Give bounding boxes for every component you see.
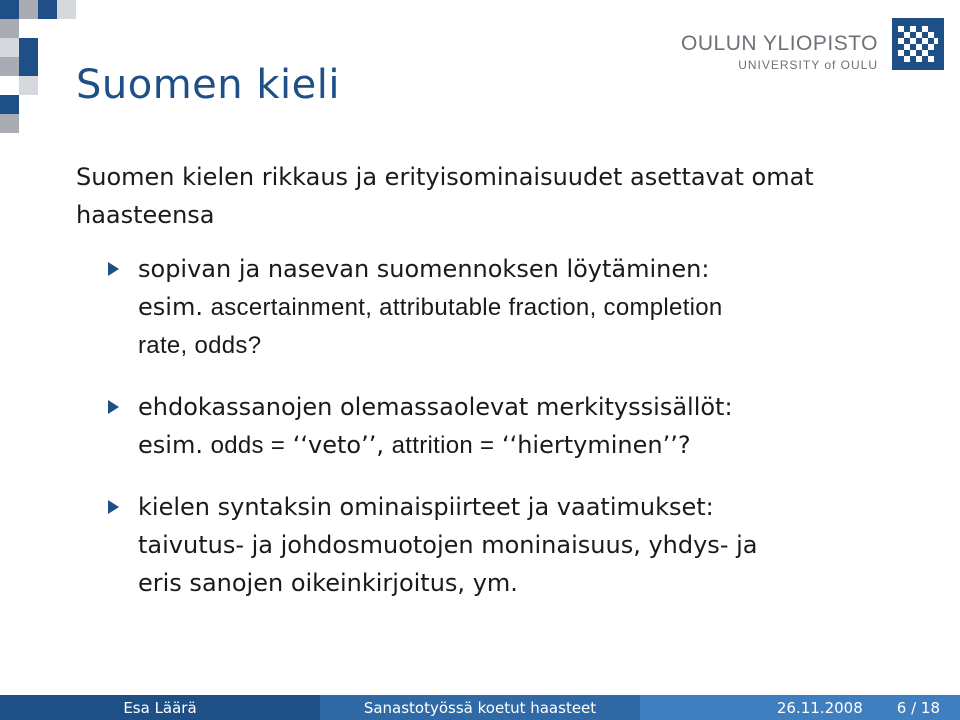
footer-author: Esa Läärä xyxy=(0,695,320,720)
university-logo-icon xyxy=(892,18,944,70)
logo-sub-text: UNIVERSITY of OULU xyxy=(738,58,878,72)
intro-text xyxy=(76,158,876,234)
example-prefix: esim. xyxy=(138,293,203,321)
intro-line-1: Suomen kielen rikkaus ja erityisominaisuudet asettavat omat xyxy=(76,163,814,191)
example-prefix: esim. xyxy=(138,431,203,459)
bullet-item-3 xyxy=(108,488,848,602)
footer-date: 26.11.2008 xyxy=(776,698,863,717)
english-terms: ascertainment, attributable fraction, completion xyxy=(210,294,723,321)
page-number: 6 / 18 xyxy=(896,698,940,717)
bullet-triangle-icon xyxy=(108,500,119,514)
slide-title: Suomen kieli xyxy=(76,62,340,108)
bullet-1-line-3: rate, odds? xyxy=(138,332,262,359)
bullet-2-line-1: ehdokassanojen olemassaolevat merkityssisällöt: xyxy=(138,393,733,421)
footer-right xyxy=(640,695,960,720)
bullet-item-2 xyxy=(108,388,848,465)
term-hiertyminen: ‘‘hiertyminen’’? xyxy=(501,431,691,459)
bullet-1-line-1: sopivan ja nasevan suomennoksen löytäminen: xyxy=(138,255,710,283)
bullet-2-line-2 xyxy=(138,426,848,465)
term-veto: ‘‘veto’’, xyxy=(292,431,384,459)
logo-main-text: OULUN YLIOPISTO xyxy=(681,32,878,55)
bullet-triangle-icon xyxy=(108,262,119,276)
intro-line-2: haasteensa xyxy=(76,201,215,229)
term-attrition: attrition = xyxy=(391,432,495,459)
footer-bar xyxy=(0,695,960,720)
bullet-3-line-2: taivutus- ja johdosmuotojen moninaisuus, yhdys- ja xyxy=(138,531,758,559)
bullet-item-1 xyxy=(108,250,848,365)
term-odds: odds = xyxy=(210,432,286,459)
university-logo-text xyxy=(681,32,878,72)
bullet-1-line-2 xyxy=(138,288,848,327)
footer-title: Sanastotyössä koetut haasteet xyxy=(320,695,640,720)
bullet-3-line-1: kielen syntaksin ominaispiirteet ja vaatimukset: xyxy=(138,493,714,521)
bullet-triangle-icon xyxy=(108,400,119,414)
bullet-3-line-3: eris sanojen oikeinkirjoitus, ym. xyxy=(138,569,518,597)
